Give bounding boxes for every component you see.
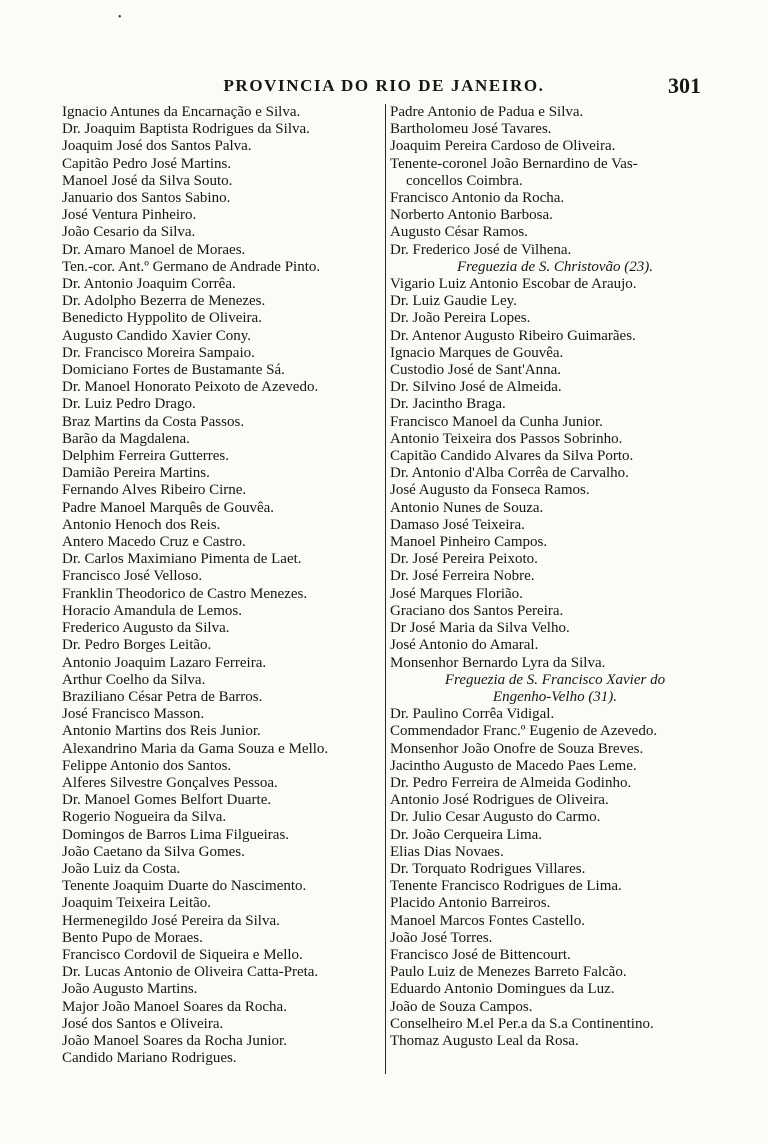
print-speck: • [118,12,122,23]
list-item: Ignacio Antunes da Encarnação e Silva. [62,104,301,120]
list-item: Dr. Antenor Augusto Ribeiro Guimarães. [390,327,636,344]
list-item: Antonio Nunes de Souza. [390,499,544,516]
list-item: Dr. Antonio d'Alba Corrêa de Carvalho. [390,465,629,482]
list-item: Domingos de Barros Lima Filgueiras. [62,826,290,843]
list-item: Joaquim Teixeira Leitão. [62,895,212,912]
list-item: Francisco Antonio da Rocha. [390,190,565,207]
list-item: João Manoel Soares da Rocha Junior. [62,1032,287,1049]
list-item: Dr. Manoel Honorato Peixoto de Azevedo. [62,379,319,396]
list-item: Dr. Lucas Antonio de Oliveira Catta-Preta. [62,964,319,981]
list-item: Antonio Joaquim Lazaro Ferreira. [62,654,267,671]
list-item: Antonio Teixeira dos Passos Sobrinho. [390,430,623,447]
list-item: Dr. Luiz Pedro Drago. [62,396,196,413]
list-item: José Francisco Masson. [62,706,205,723]
running-header: PROVINCIA DO RIO DE JANEIRO. [223,76,545,95]
list-item: Manoel Marcos Fontes Castello. [390,912,585,929]
left-column [62,104,386,1067]
list-item: João de Souza Campos. [390,998,533,1015]
list-item: Augusto César Ramos. [390,224,528,241]
list-item: Padre Manoel Marquês de Gouvêa. [62,499,275,516]
list-item: Vigario Luiz Antonio Escobar de Araujo. [390,276,637,293]
list-item: José Antonio do Amaral. [390,637,539,654]
list-item: Dr. José Pereira Peixoto. [390,551,538,568]
list-item: Francisco Cordovil de Siqueira e Mello. [62,946,303,963]
list-item: Joaquim Pereira Cardoso de Oliveira. [390,138,616,155]
list-item: Conselheiro M.el Per.a da S.a Continentino. [390,1015,654,1032]
list-item: João Luiz da Costa. [62,860,181,877]
list-item: Horacio Amandula de Lemos. [62,602,242,619]
list-item: Arthur Coelho da Silva. [62,671,206,688]
list-item: Tenente-coronel João Bernardino de Vas- [390,155,638,172]
list-item: Dr. Frederico José de Vilhena. [390,241,572,258]
list-item: Graciano dos Santos Pereira. [390,602,564,619]
list-item: Dr José Maria da Silva Velho. [390,620,570,637]
section-heading: Freguezia de S. Francisco Xavier do [444,671,666,688]
list-item: Dr. Carlos Maximiano Pimenta de Laet. [62,551,302,568]
list-item: Manoel José da Silva Souto. [62,172,233,189]
list-item: Damaso José Teixeira. [390,516,525,533]
list-item: Dr. Torquato Rodrigues Villares. [390,860,586,877]
list-item: José Marques Florião. [390,585,523,602]
list-item: Antonio José Rodrigues de Oliveira. [390,792,609,809]
list-item: Dr. Antonio Joaquim Corrêa. [62,276,236,293]
list-item: Augusto Candido Xavier Cony. [62,327,252,344]
list-item: Alferes Silvestre Gonçalves Pessoa. [62,774,278,791]
list-item: João Caetano da Silva Gomes. [62,843,245,860]
list-item: Paulo Luiz de Menezes Barreto Falcão. [390,964,627,981]
list-item: Francisco Manoel da Cunha Junior. [390,413,603,430]
list-item: Dr. João Pereira Lopes. [390,310,531,327]
list-item: Bartholomeu José Tavares. [390,121,552,138]
list-item: José Ventura Pinheiro. [62,207,197,224]
list-item: Dr. Adolpho Bezerra de Menezes. [62,293,266,310]
list-item: José Augusto da Fonseca Ramos. [390,482,590,499]
list-item: Commendador Franc.º Eugenio de Azevedo. [390,723,658,740]
list-item: Dr. Pedro Borges Leitão. [62,637,212,654]
list-item: Barão da Magdalena. [62,430,190,447]
list-item: Dr. Manoel Gomes Belfort Duarte. [62,792,272,809]
page-number: 301 [668,73,701,98]
list-item: Eduardo Antonio Domingues da Luz. [390,981,615,998]
list-item: Dr. Jacintho Braga. [390,396,506,413]
list-item: Dr. Pedro Ferreira de Almeida Godinho. [390,774,632,791]
list-item: Antonio Henoch dos Reis. [62,516,221,533]
list-item: Capitão Pedro José Martins. [62,155,232,172]
list-item: Braz Martins da Costa Passos. [62,413,245,430]
list-item: Ten.-cor. Ant.º Germano de Andrade Pinto. [62,258,321,275]
list-item: Dr. Julio Cesar Augusto do Carmo. [390,809,601,826]
list-item: Hermenegildo José Pereira da Silva. [62,912,280,929]
list-item: Tenente Joaquim Duarte do Nascimento. [62,878,307,895]
list-item: Rogerio Nogueira da Silva. [62,809,227,826]
list-item: Major João Manoel Soares da Rocha. [62,998,287,1015]
list-item: Januario dos Santos Sabino. [62,190,231,207]
list-item: João Augusto Martins. [62,981,198,998]
list-item: Ignacio Marques de Gouvêa. [390,344,564,361]
list-item: Monsenhor João Onofre de Souza Breves. [390,740,644,757]
list-item-continuation: concellos Coimbra. [406,172,523,189]
list-item: Francisco José Velloso. [62,568,203,585]
list-item: Alexandrino Maria da Gama Souza e Mello. [62,740,329,757]
list-item: Dr. Paulino Corrêa Vidigal. [390,706,555,723]
list-item: Dr. Luiz Gaudie Ley. [390,293,517,310]
list-item: Braziliano César Petra de Barros. [62,688,263,705]
list-item: José dos Santos e Oliveira. [62,1015,224,1032]
list-item: Monsenhor Bernardo Lyra da Silva. [390,654,606,671]
list-item: Dr. João Cerqueira Lima. [390,826,543,843]
list-item: Elias Dias Novaes. [390,843,504,860]
list-item: Thomaz Augusto Leal da Rosa. [390,1032,579,1049]
list-item: Manoel Pinheiro Campos. [390,534,548,551]
list-item: Bento Pupo de Moraes. [62,929,203,946]
list-item: Antero Macedo Cruz e Castro. [62,534,246,551]
list-item: Delphim Ferreira Gutterres. [62,448,230,465]
list-item: Tenente Francisco Rodrigues de Lima. [390,878,622,895]
section-heading: Engenho-Velho (31). [492,688,618,705]
list-item: Dr. José Ferreira Nobre. [390,568,535,585]
list-item: Capitão Candido Alvares da Silva Porto. [390,448,634,465]
right-column [390,104,720,1050]
list-item: Dr. Francisco Moreira Sampaio. [62,344,255,361]
list-item: Frederico Augusto da Silva. [62,620,230,637]
list-item: Jacintho Augusto de Macedo Paes Leme. [390,757,637,774]
list-item: João Cesario da Silva. [62,224,196,241]
list-item: Candido Mariano Rodrigues. [62,1050,237,1067]
section-heading: Freguezia de S. Christovão (23). [456,258,654,275]
list-item: Antonio Martins dos Reis Junior. [62,723,261,740]
list-item: Benedicto Hyppolito de Oliveira. [62,310,262,327]
list-item: Fernando Alves Ribeiro Cirne. [62,482,247,499]
list-item: Francisco José de Bittencourt. [390,946,571,963]
list-item: Damião Pereira Martins. [62,465,210,482]
column-rule [385,104,386,1074]
list-item: Domiciano Fortes de Bustamante Sá. [62,362,285,379]
list-item: Custodio José de Sant'Anna. [390,362,562,379]
list-item: Joaquim José dos Santos Palva. [62,138,252,155]
list-item: Franklin Theodorico de Castro Menezes. [62,585,308,602]
list-item: Dr. Joaquim Baptista Rodrigues da Silva. [62,121,310,138]
list-item: Padre Antonio de Padua e Silva. [390,104,584,120]
list-item: João José Torres. [390,929,493,946]
list-item: Placido Antonio Barreiros. [390,895,551,912]
list-item: Norberto Antonio Barbosa. [390,207,553,224]
list-item: Dr. Amaro Manoel de Moraes. [62,241,246,258]
list-item: Felippe Antonio dos Santos. [62,757,232,774]
list-item: Dr. Silvino José de Almeida. [390,379,562,396]
